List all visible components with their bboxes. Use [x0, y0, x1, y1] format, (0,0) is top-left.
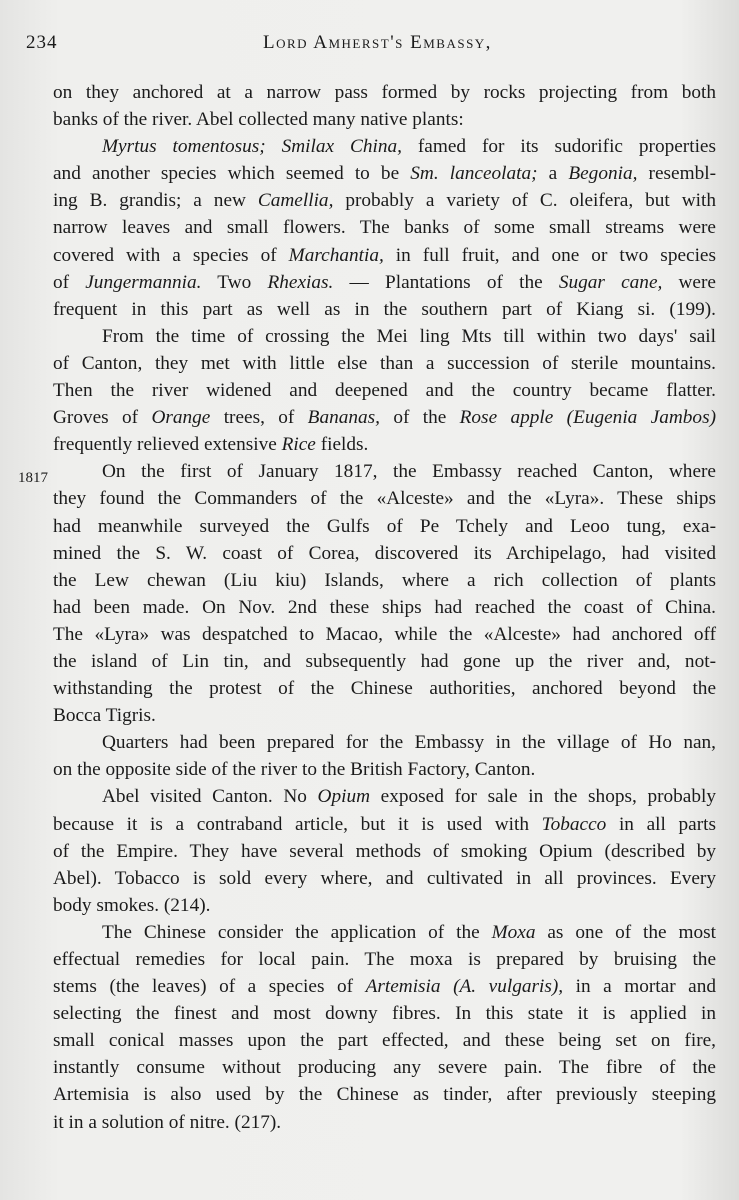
- page-header: [26, 32, 726, 58]
- margin-year-note: 1817: [18, 470, 48, 486]
- text-line: Abel). Tobacco is sold every where, and cultivated in all provinces. Every: [53, 867, 716, 889]
- text-line: Artemisia is also used by the Chinese as tinder, after previously steeping: [53, 1084, 716, 1106]
- text-line: the Lew chewan (Liu kiu) Islands, where a rich collection of plants: [53, 569, 716, 591]
- text-line: Myrtus tomentosus; Smilax China, famed for its sudorific properties: [102, 136, 716, 158]
- text-line: Quarters had been prepared for the Embassy in the village of Ho nan,: [102, 732, 716, 754]
- text-line: had been made. On Nov. 2nd these ships had reached the coast of China.: [53, 596, 716, 618]
- text-line: withstanding the protest of the Chinese authorities, anchored beyond the: [53, 678, 716, 700]
- text-line: frequently relieved extensive Rice fields.: [53, 434, 369, 456]
- text-line: of Canton, they met with little else than a succession of sterile mountains.: [53, 352, 716, 374]
- text-line: had meanwhile surveyed the Gulfs of Pe Tchely and Leoo tung, exa-: [53, 515, 716, 537]
- text-line: Then the river widened and deepened and the country became flatter.: [53, 380, 716, 402]
- text-line: effectual remedies for local pain. The moxa is prepared by bruising the: [53, 949, 716, 970]
- text-line: On the first of January 1817, the Embassy reached Canton, where: [102, 461, 716, 483]
- text-line: ing B. grandis; a new Camellia, probably a variety of C. oleifera, but with: [53, 190, 716, 212]
- text-line: From the time of crossing the Mei ling Mts till within two days' sail: [102, 325, 716, 347]
- text-line: they found the Commanders of the «Alceste» and the «Lyra». These ships: [53, 488, 716, 510]
- page-number: 234: [26, 32, 58, 53]
- body-text: [53, 79, 716, 1136]
- text-line: on the opposite side of the river to the British Factory, Canton.: [53, 759, 536, 781]
- text-line: covered with a species of Marchantia, in full fruit, and one or two species: [53, 244, 716, 266]
- text-line: instantly consume without producing any severe pain. The fibre of the: [53, 1057, 716, 1079]
- text-line: stems (the leaves) of a species of Artemisia (A. vulgaris), in a mortar and: [53, 976, 717, 998]
- text-line: it in a solution of nitre. (217).: [53, 1111, 282, 1133]
- text-line: and another species which seemed to be Sm. lanceolata; a Begonia, resembl-: [53, 163, 716, 185]
- text-line: Groves of Orange trees, of Bananas, of the Rose apple (Eugenia Jambos): [53, 407, 716, 429]
- text-line: Abel visited Canton. No Opium exposed for sale in the shops, probably: [102, 786, 716, 808]
- text-line: The «Lyra» was despatched to Macao, while the «Alceste» had anchored off: [53, 623, 716, 645]
- running-title: Lord Amherst's Embassy,: [263, 32, 492, 53]
- text-line: the island of Lin tin, and subsequently had gone up the river and, not-: [53, 650, 716, 672]
- text-line: body smokes. (214).: [53, 894, 211, 916]
- text-line: banks of the river. Abel collected many native plants:: [53, 109, 464, 131]
- text-line: of the Empire. They have several methods of smoking Opium (described by: [53, 840, 716, 862]
- text-line: small conical masses upon the part effected, and these being set on fire,: [53, 1030, 716, 1052]
- text-line: Bocca Tigris.: [53, 705, 156, 727]
- text-line: selecting the finest and most downy fibres. In this state it is applied in: [53, 1003, 716, 1025]
- text-line: of Jungermannia. Two Rhexias. — Plantations of the Sugar cane, were: [53, 271, 716, 293]
- text-line: because it is a contraband article, but it is used with Tobacco in all parts: [53, 813, 716, 835]
- text-line: The Chinese consider the application of the Moxa as one of the most: [102, 921, 716, 943]
- text-line: narrow leaves and small flowers. The banks of some small streams were: [53, 217, 716, 239]
- text-line: on they anchored at a narrow pass formed by rocks projecting from both: [53, 82, 716, 103]
- text-line: frequent in this part as well as in the southern part of Kiang si. (199).: [53, 298, 716, 320]
- text-line: mined the S. W. coast of Corea, discovered its Archipelago, had visited: [53, 542, 716, 564]
